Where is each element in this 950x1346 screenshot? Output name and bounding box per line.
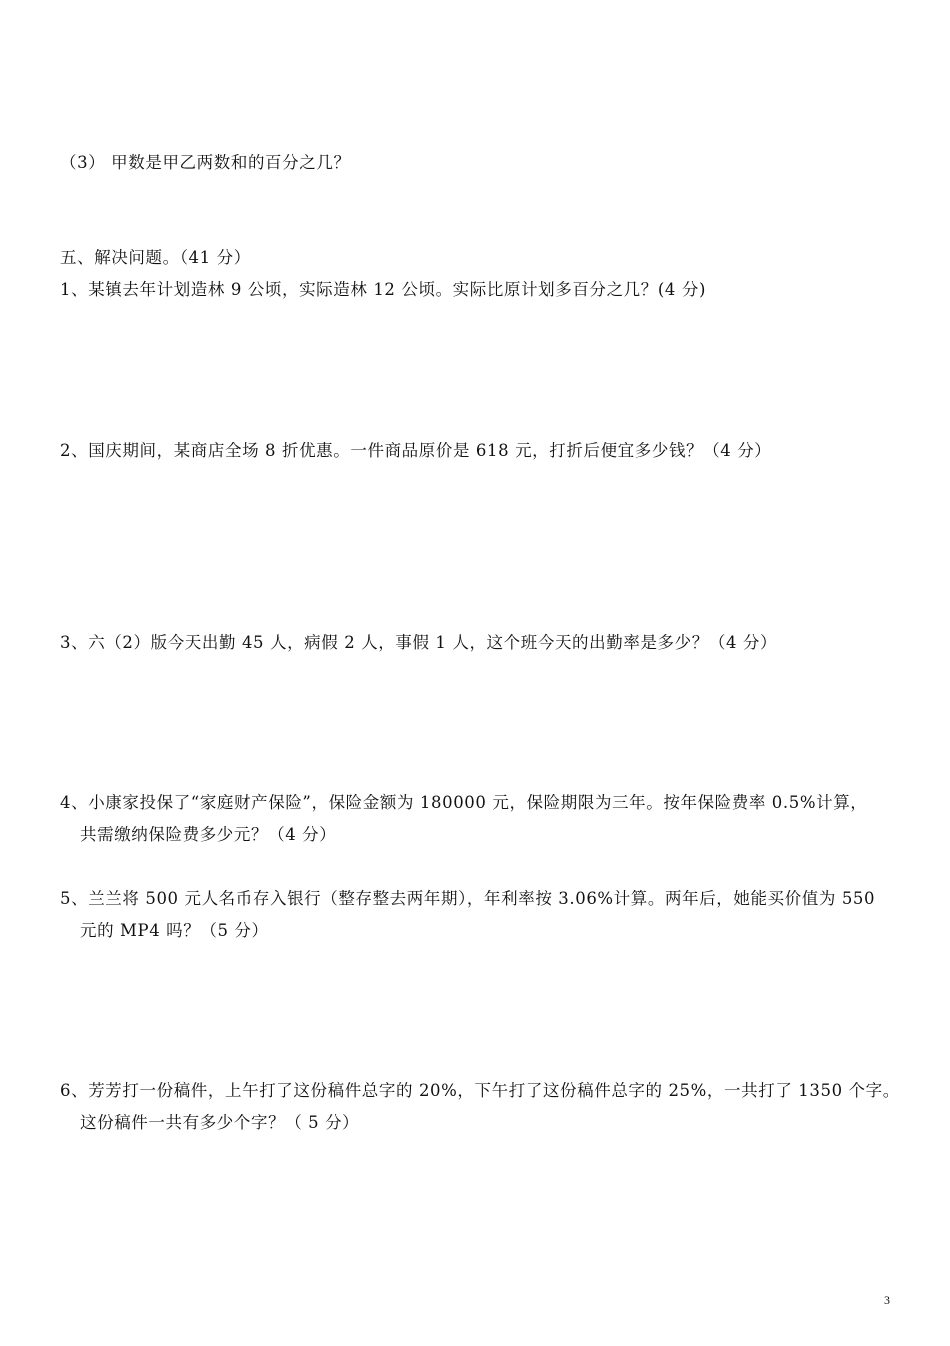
question-3-text: （3） 甲数是甲乙两数和的百分之几？ [60, 153, 351, 172]
problem-4-text-line-2: 共需缴纳保险费多少元？（4 分） [80, 825, 337, 844]
problem-1-text: 1、某镇去年计划造林 9 公顷，实际造林 12 公顷。实际比原计划多百分之几？(4 分) [60, 280, 706, 299]
problem-2-text: 2、国庆期间，某商店全场 8 折优惠。一件商品原价是 618 元，打折后便宜多少钱？（4 分） [60, 441, 772, 460]
problem-3-text: 3、六（2）版今天出勤 45 人，病假 2 人，事假 1 人，这个班今天的出勤率是多少？（4 分） [60, 633, 778, 652]
page-number: 3 [884, 1293, 890, 1307]
problem-6-text-line-2: 这份稿件一共有多少个字？（ 5 分） [80, 1113, 360, 1132]
problem-6-text-line-1: 6、芳芳打一份稿件，上午打了这份稿件总字的 20%，下午打了这份稿件总字的 25%，一共打了 1350 个字。 [60, 1081, 900, 1100]
section-heading: 五、解决问题。（41 分） [60, 248, 251, 267]
problem-5-text-line-2: 元的 MP4 吗？（5 分） [80, 921, 269, 940]
problem-4-text-line-1: 4、小康家投保了“家庭财产保险”，保险金额为 180000 元，保险期限为三年。按年保险费率 0.5%计算， [60, 793, 868, 812]
problem-5-text-line-1: 5、兰兰将 500 元人名币存入银行（整存整去两年期），年利率按 3.06%计算。两年后，她能买价值为 550 [60, 889, 876, 908]
